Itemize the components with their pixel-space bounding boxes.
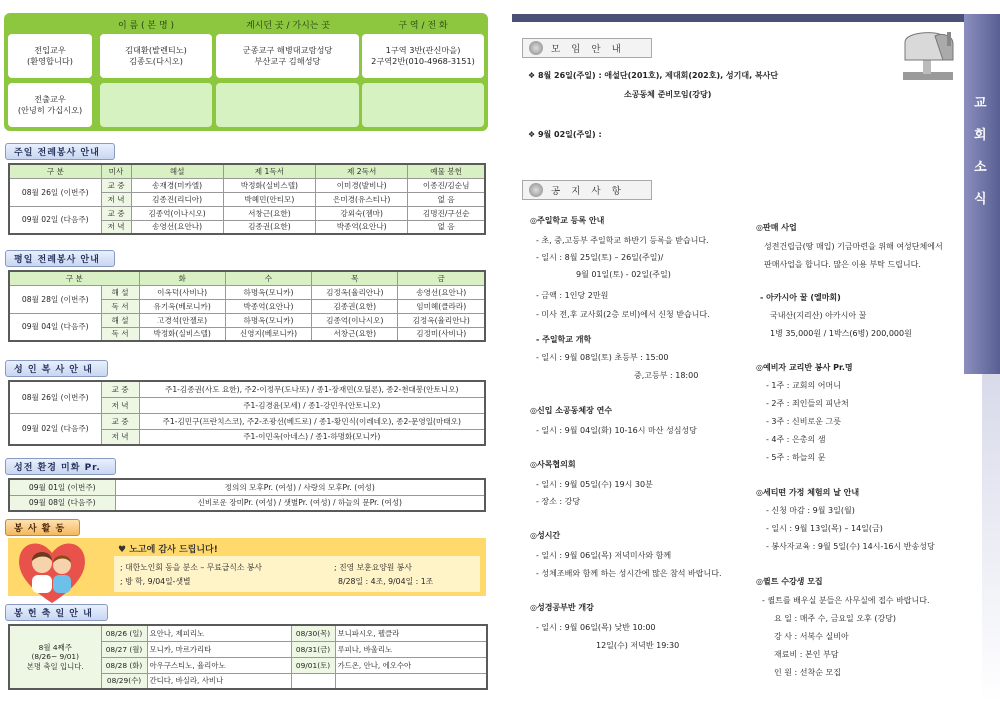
notice-line: - 퀼트를 배우실 분들은 사무실에 접수 바랍니다. [762, 596, 930, 605]
date-cell: 09월 08일 (다음주) [9, 495, 115, 511]
role-cell: 해 설 [101, 285, 139, 299]
couple-illustration-icon [14, 533, 90, 607]
volunteer-line: ; 진영 보훈요양원 봉사 [334, 563, 412, 572]
incoming-names: 김대환(발렌티노) 김종도(다시오) [100, 34, 212, 78]
saint-names: 아우구스티노, 율리아노 [147, 657, 291, 673]
table-cell: 주1-김경윤(모세) / 종1-강민우(안토니오) [139, 397, 485, 413]
date-cell: 08/27 (월) [101, 641, 147, 657]
altar-service-table [8, 380, 486, 446]
notice-line: - 일시 : 8월 25일(토) – 26일(주일)/ [536, 253, 664, 262]
saint-names: 요안나, 제피리노 [147, 625, 291, 641]
table-cell: 유기옥(베로니카) [139, 299, 225, 313]
col-header: 미사 [101, 164, 131, 178]
col-header: 화 [139, 271, 225, 285]
notice-line: - 주일학교 개학 [536, 335, 592, 344]
date-cell: 09월 02일 (다음주) [9, 206, 101, 234]
table-cell: 서창근(요한) [312, 327, 398, 341]
date-cell: 08월 26일 (이번주) [9, 178, 101, 206]
notice-line: 요 일 : 매주 수, 금요일 오후 (강당) [774, 614, 897, 623]
notice-line: 인 원 : 선착순 모집 [774, 668, 841, 677]
right-page [512, 0, 1000, 705]
notice-line: - 미사 전,후 교사회(2층 로비)에서 신청 받습니다. [536, 310, 710, 319]
notice-line: - 4주 : 은총의 샘 [766, 435, 826, 444]
col-header: 예물 봉헌 [408, 164, 485, 178]
table-cell: 김정옥(율리안나) [398, 313, 485, 327]
table-cell: 고경석(안젤로) [139, 313, 225, 327]
table-cell: 김명진/구선순 [408, 206, 485, 220]
table-cell: 송재경(미카엘) [131, 178, 223, 192]
table-cell: 김종억(이나시오) [312, 313, 398, 327]
saint-names: 간디다, 바실라, 사비나 [147, 673, 291, 689]
table-cell: 서창근(요한) [223, 206, 315, 220]
cleaning-title: 성전 환경 미화 Pr. [5, 458, 116, 475]
notice-line: - 일시 : 9월 06일(목) 낮반 10:00 [536, 623, 656, 632]
notice-line: ◎사목협의회 [530, 460, 576, 469]
mass-cell: 저 녁 [101, 220, 131, 234]
notice-line: - 일시 : 9월 06일(목) 저녁미사와 함께 [536, 551, 672, 560]
table-cell: 이미경(발비나) [316, 178, 408, 192]
meeting-title: 모 임 안 내 [551, 44, 625, 55]
parish-directory [4, 13, 488, 131]
volunteer-thanks: ♥ 노고에 감사 드립니다! [118, 545, 218, 555]
col-header: 구 분 [9, 164, 101, 178]
table-cell: 박종억(요안나) [225, 299, 311, 313]
weekday-liturgy-table [8, 270, 486, 342]
volunteer-line: ; 방 학, 9/04일-샛별 [120, 577, 191, 586]
table-cell: 박혜민(안티모) [223, 192, 315, 206]
empty-cell [335, 673, 487, 689]
table-cell: 송영선(요안나) [131, 220, 223, 234]
date-cell: 09월 04일 (다음주) [9, 313, 101, 341]
header-zone: 구 역 / 전 화 [398, 21, 448, 31]
notice-line: 재료비 : 본인 부담 [774, 650, 839, 659]
col-header: 금 [398, 271, 485, 285]
date-cell: 08/26 (일) [101, 625, 147, 641]
empty-cell [291, 673, 335, 689]
role-cell: 독 서 [101, 327, 139, 341]
sidebar-char: 회 [974, 128, 987, 143]
mass-cell: 교 중 [101, 206, 131, 220]
mass-cell: 교 중 [101, 381, 139, 397]
table-cell: 주1-이민옥(아네스) / 종1-하명화(모니카) [139, 429, 485, 445]
notice-line: - 봉사자교육 : 9월 5일(수) 14시-16시 반송성당 [766, 542, 935, 551]
votive-title: 봉 헌 축 일 안 내 [5, 604, 108, 621]
role-cell: 독 서 [101, 299, 139, 313]
table-cell: 박정화(실비스텔) [223, 178, 315, 192]
date-cell: 09월 01일 (이번주) [9, 479, 115, 495]
notice-line: 12일(수) 저녁반 19:30 [596, 641, 680, 650]
header-place: 계시던 곳 / 가시는 곳 [245, 21, 331, 31]
altar-service-title: 성 인 복 사 안 내 [5, 360, 108, 377]
notice-line: 9월 01일(토) - 02일(주일) [576, 270, 671, 279]
outgoing-names [100, 83, 212, 127]
mailbox-icon [897, 28, 959, 86]
meeting-icon [529, 41, 543, 55]
date-cell: 08월 26일 (이번주) [9, 381, 101, 413]
outgoing-places [216, 83, 359, 127]
table-cell: 박정화(실비스텔) [139, 327, 225, 341]
notice-line: - 일시 : 9월 13일(목) – 14일(금) [766, 524, 883, 533]
notice-line: - 1주 : 교회의 어머니 [766, 381, 841, 390]
saint-names: 루피나, 바울리노 [335, 641, 487, 657]
week-label: 8월 4째주 (8/26~ 9/01) 본명 축일 입니다. [9, 625, 101, 689]
notice-line: ◎판매 사업 [756, 223, 797, 232]
date-cell: 08/31(금) [291, 641, 335, 657]
table-cell: 주1-김종권(사도 요한), 주2-이정무(도나또) / 종1-장재민(오딜론), 종2-천대봉(안토니오) [139, 381, 485, 397]
notice-line: ◎성경공부반 개강 [530, 603, 594, 612]
notice-line: ◎예비자 교리반 봉사 Pr.명 [756, 363, 853, 372]
table-cell: 김정옥(율리안나) [312, 285, 398, 299]
table-cell: 주1-김민구(프란치스코), 주2-조광선(베드로) / 종1-황민식(이레네오), 종2-문영일(마태오) [139, 413, 485, 429]
col-header: 구 분 [9, 271, 139, 285]
table-cell: 김종권(요한) [312, 299, 398, 313]
notice-line: - 일시 : 9월 05일(수) 19시 30분 [536, 480, 653, 489]
notice-line: - 일시 : 9월 04일(화) 10-16시 마산 성심성당 [536, 426, 697, 435]
sidebar-char: 소 [974, 160, 987, 175]
notice-line: 성전건립금(땅 매입) 기금마련을 위해 여성단체에서 [764, 242, 943, 251]
saint-names: 모니카, 마르가리타 [147, 641, 291, 657]
date-cell: 08/28 (화) [101, 657, 147, 673]
table-cell: 이종진/김순님 [408, 178, 485, 192]
notice-line: 1병 35,000원 / 1박스(6병) 200,000원 [770, 329, 912, 338]
date-cell: 08월 28일 (이번주) [9, 285, 101, 313]
sidebar-fade [982, 374, 1000, 704]
notice-line: 판매사업을 합니다. 많은 이용 부탁 드립니다. [764, 260, 921, 269]
table-cell: 없 음 [408, 192, 485, 206]
volunteer-title: 봉 사 활 동 [5, 519, 80, 536]
table-cell: 은미경(유스티나) [316, 192, 408, 206]
table-cell: 송영선(요안나) [398, 285, 485, 299]
role-cell: 해 설 [101, 313, 139, 327]
saint-names: 보니파시오, 펠클라 [335, 625, 487, 641]
meeting-line: 소공동체 준비모임(강당) [624, 90, 712, 99]
sidebar-char: 식 [974, 192, 987, 207]
notice-line: ◎성시간 [530, 531, 561, 540]
notice-line: - 장소 : 강당 [536, 497, 581, 506]
notice-line: - 금액 : 1인당 2만원 [536, 291, 609, 300]
col-header: 목 [312, 271, 398, 285]
date-cell: 08/30(목) [291, 625, 335, 641]
header-name: 이 름 ( 본 명 ) [117, 21, 175, 31]
notice-line: - 초, 중,고등부 주일학교 하반기 등록을 받습니다. [536, 236, 709, 245]
date-cell: 09/01(토) [291, 657, 335, 673]
table-cell: 박종억(요안나) [316, 220, 408, 234]
notice-line: ◎세티떤 가정 체험의 날 안내 [756, 488, 860, 497]
notice-icon [529, 183, 543, 197]
table-cell: 하명옥(모니카) [225, 285, 311, 299]
notice-header [522, 180, 652, 200]
table-cell: 신비로운 장미Pr. (여성) / 샛별Pr. (여성) / 하늘의 문Pr. (여성) [115, 495, 485, 511]
mass-cell: 교 중 [101, 178, 131, 192]
col-header: 수 [225, 271, 311, 285]
notice-line: 강 사 : 서복수 실비아 [774, 632, 849, 641]
outgoing-zones [362, 83, 484, 127]
label-incoming: 전입교우 (환영합니다) [8, 34, 92, 78]
top-bar [512, 14, 982, 22]
table-cell: 김종진(리디아) [131, 192, 223, 206]
incoming-zones: 1구역 3반(관신마을) 2구역2반(010-4968-3151) [362, 34, 484, 78]
sunday-liturgy-table [8, 163, 486, 235]
weekday-liturgy-title: 평일 전례봉사 안내 [5, 250, 115, 267]
col-header: 해설 [131, 164, 223, 178]
mass-cell: 저 녁 [101, 192, 131, 206]
mass-cell: 저 녁 [101, 429, 139, 445]
date-cell: 09월 02일 (다음주) [9, 413, 101, 445]
meeting-line: ❖ 8월 26일(주일) : 애설단(201호), 제대회(202호), 성기대, 복사단 [528, 71, 779, 80]
col-header: 제 1독서 [223, 164, 315, 178]
table-cell: 임미혜(클라라) [398, 299, 485, 313]
church-news-sidebar [964, 14, 1000, 374]
meeting-header [522, 38, 652, 58]
date-cell: 08/29(수) [101, 673, 147, 689]
sidebar-char: 교 [974, 96, 987, 111]
sunday-liturgy-title: 주일 전례봉사 안내 [5, 143, 115, 160]
table-cell: 이옥덕(사비나) [139, 285, 225, 299]
notice-line: 중,고등부 : 18:00 [634, 371, 699, 380]
notice-line: ◎주일학교 등록 안내 [530, 216, 605, 225]
table-cell: 정의의 모후Pr. (여성) / 사랑의 모후Pr. (여성) [115, 479, 485, 495]
feast-days-table [8, 624, 488, 690]
table-cell: 김종억(이나시오) [131, 206, 223, 220]
notice-line: - 신청 마감 : 9월 3일(월) [766, 506, 855, 515]
cleaning-table [8, 478, 486, 512]
label-outgoing: 전출교우 (안녕히 가십시오) [8, 83, 92, 127]
saint-names: 가드온, 안나, 에오수아 [335, 657, 487, 673]
left-page [0, 0, 492, 705]
table-cell: 하명옥(모니카) [225, 313, 311, 327]
mass-cell: 저 녁 [101, 397, 139, 413]
table-cell: 없 음 [408, 220, 485, 234]
table-cell: 강외숙(젬마) [316, 206, 408, 220]
notice-line: - 2주 : 죄인들의 피난처 [766, 399, 849, 408]
notice-line: - 성체조배와 함께 하는 성시간에 많은 참석 바랍니다. [536, 569, 722, 578]
col-header: 제 2독서 [316, 164, 408, 178]
notice-line: - 아카시아 꿀 (엘마회) [760, 293, 841, 302]
mass-cell: 교 중 [101, 413, 139, 429]
notice-title: 공 지 사 항 [551, 186, 625, 197]
table-cell: 김정미(사비나) [398, 327, 485, 341]
notice-line: ◎신입 소공동체장 연수 [530, 406, 613, 415]
table-cell: 김종권(요한) [223, 220, 315, 234]
meeting-line: ❖ 9월 02일(주일) : [528, 130, 602, 139]
notice-line: ◎퀼트 수강생 모집 [756, 577, 823, 586]
table-cell: 신영지(베로니카) [225, 327, 311, 341]
notice-line: - 3주 : 신비로운 그릇 [766, 417, 841, 426]
notice-line: 국내산(지리산) 아카시아 꿀 [770, 311, 867, 320]
notice-line: - 5주 : 하늘의 문 [766, 453, 826, 462]
notice-line: - 일시 : 9월 08일(토) 초등부 : 15:00 [536, 353, 669, 362]
volunteer-line: 8/28일 : 4조, 9/04일 : 1조 [338, 577, 434, 586]
incoming-places: 군종교구 해병대교람성당 부산교구 김해성당 [216, 34, 359, 78]
volunteer-line: ; 대한노인회 동을 분소 – 무료급식소 봉사 [120, 563, 262, 572]
